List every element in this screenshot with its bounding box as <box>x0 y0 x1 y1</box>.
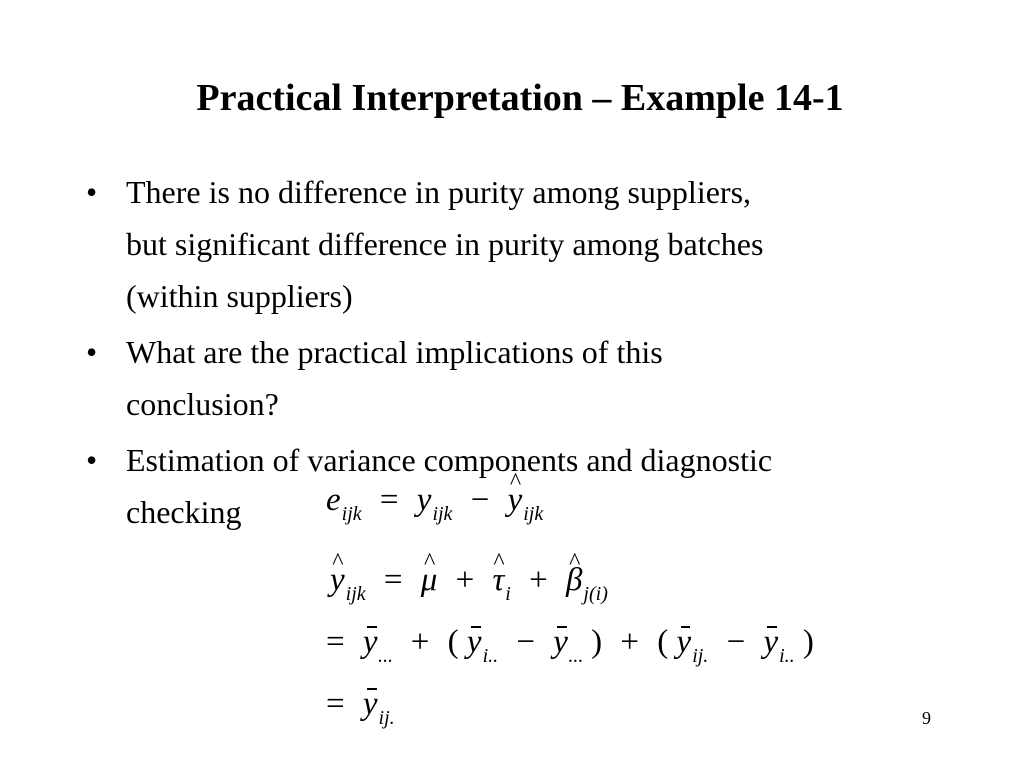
plus-sign: + <box>455 562 475 598</box>
symbol-y-bar: y <box>553 624 568 660</box>
plus-sign: + <box>620 624 640 660</box>
bullet-line: What are the practical implications of this <box>126 334 663 370</box>
plus-sign: + <box>529 562 548 598</box>
minus-sign: − <box>470 482 490 518</box>
symbol-y-hat: ^ y <box>330 560 345 600</box>
slide-title: Practical Interpretation – Example 14-1 <box>196 77 844 119</box>
right-paren: ) <box>591 624 603 660</box>
minus-sign: − <box>726 624 746 660</box>
bullet-line: conclusion? <box>126 386 279 422</box>
left-paren: ( <box>657 624 669 660</box>
equals-sign: = <box>383 562 403 598</box>
subscript: ijk <box>432 503 453 525</box>
plus-sign: + <box>410 624 430 660</box>
symbol-y-bar: y <box>676 624 692 660</box>
bullet-item-1 <box>86 166 966 322</box>
symbol-tau-hat: ^ τ <box>492 560 504 600</box>
subscript: ... <box>567 645 583 667</box>
symbol-e: e <box>326 482 341 518</box>
subscript: i <box>505 583 511 605</box>
symbol-mu-hat: ^ μ <box>421 560 438 600</box>
decomposition-equation <box>326 622 814 666</box>
bullet-glyph: • <box>86 334 98 370</box>
bullet-glyph: • <box>86 442 98 478</box>
equals-sign: = <box>379 482 399 518</box>
subscript: i.. <box>779 645 795 667</box>
subscript: ij. <box>692 645 709 667</box>
equals-sign: = <box>326 624 345 660</box>
left-paren: ( <box>447 624 459 660</box>
bullet-line: checking <box>126 494 242 530</box>
subscript: i.. <box>482 645 499 667</box>
symbol-y: y <box>416 482 432 518</box>
bullet-line: (within suppliers) <box>126 278 353 314</box>
bullet-item-2 <box>86 326 966 430</box>
subscript: ij. <box>378 707 395 729</box>
symbol-y-hat: ^ y <box>508 480 523 520</box>
final-equation <box>326 684 395 728</box>
minus-sign: − <box>516 624 535 660</box>
symbol-y-bar: y <box>362 686 378 722</box>
bullet-glyph: • <box>86 174 98 210</box>
bullet-line: but significant difference in purity among batches <box>126 226 764 262</box>
right-paren: ) <box>802 624 814 660</box>
fitted-value-equation <box>330 560 608 604</box>
subscript: j(i) <box>583 583 608 605</box>
symbol-y-bar: y <box>466 624 482 660</box>
symbol-beta-hat: ^ β <box>566 560 582 600</box>
symbol-y-bar: y <box>763 624 779 660</box>
subscript: ijk <box>345 583 366 605</box>
residual-equation <box>326 480 543 524</box>
subscript: ... <box>377 645 393 667</box>
equals-sign: = <box>326 686 345 722</box>
bullet-line: There is no difference in purity among suppliers, <box>126 174 752 210</box>
bullet-line: Estimation of variance components and diagnostic <box>126 442 773 478</box>
page-number: 9 <box>922 708 931 728</box>
subscript: ijk <box>523 503 544 525</box>
symbol-y-bar: y <box>362 624 378 660</box>
subscript: ijk <box>341 503 362 525</box>
